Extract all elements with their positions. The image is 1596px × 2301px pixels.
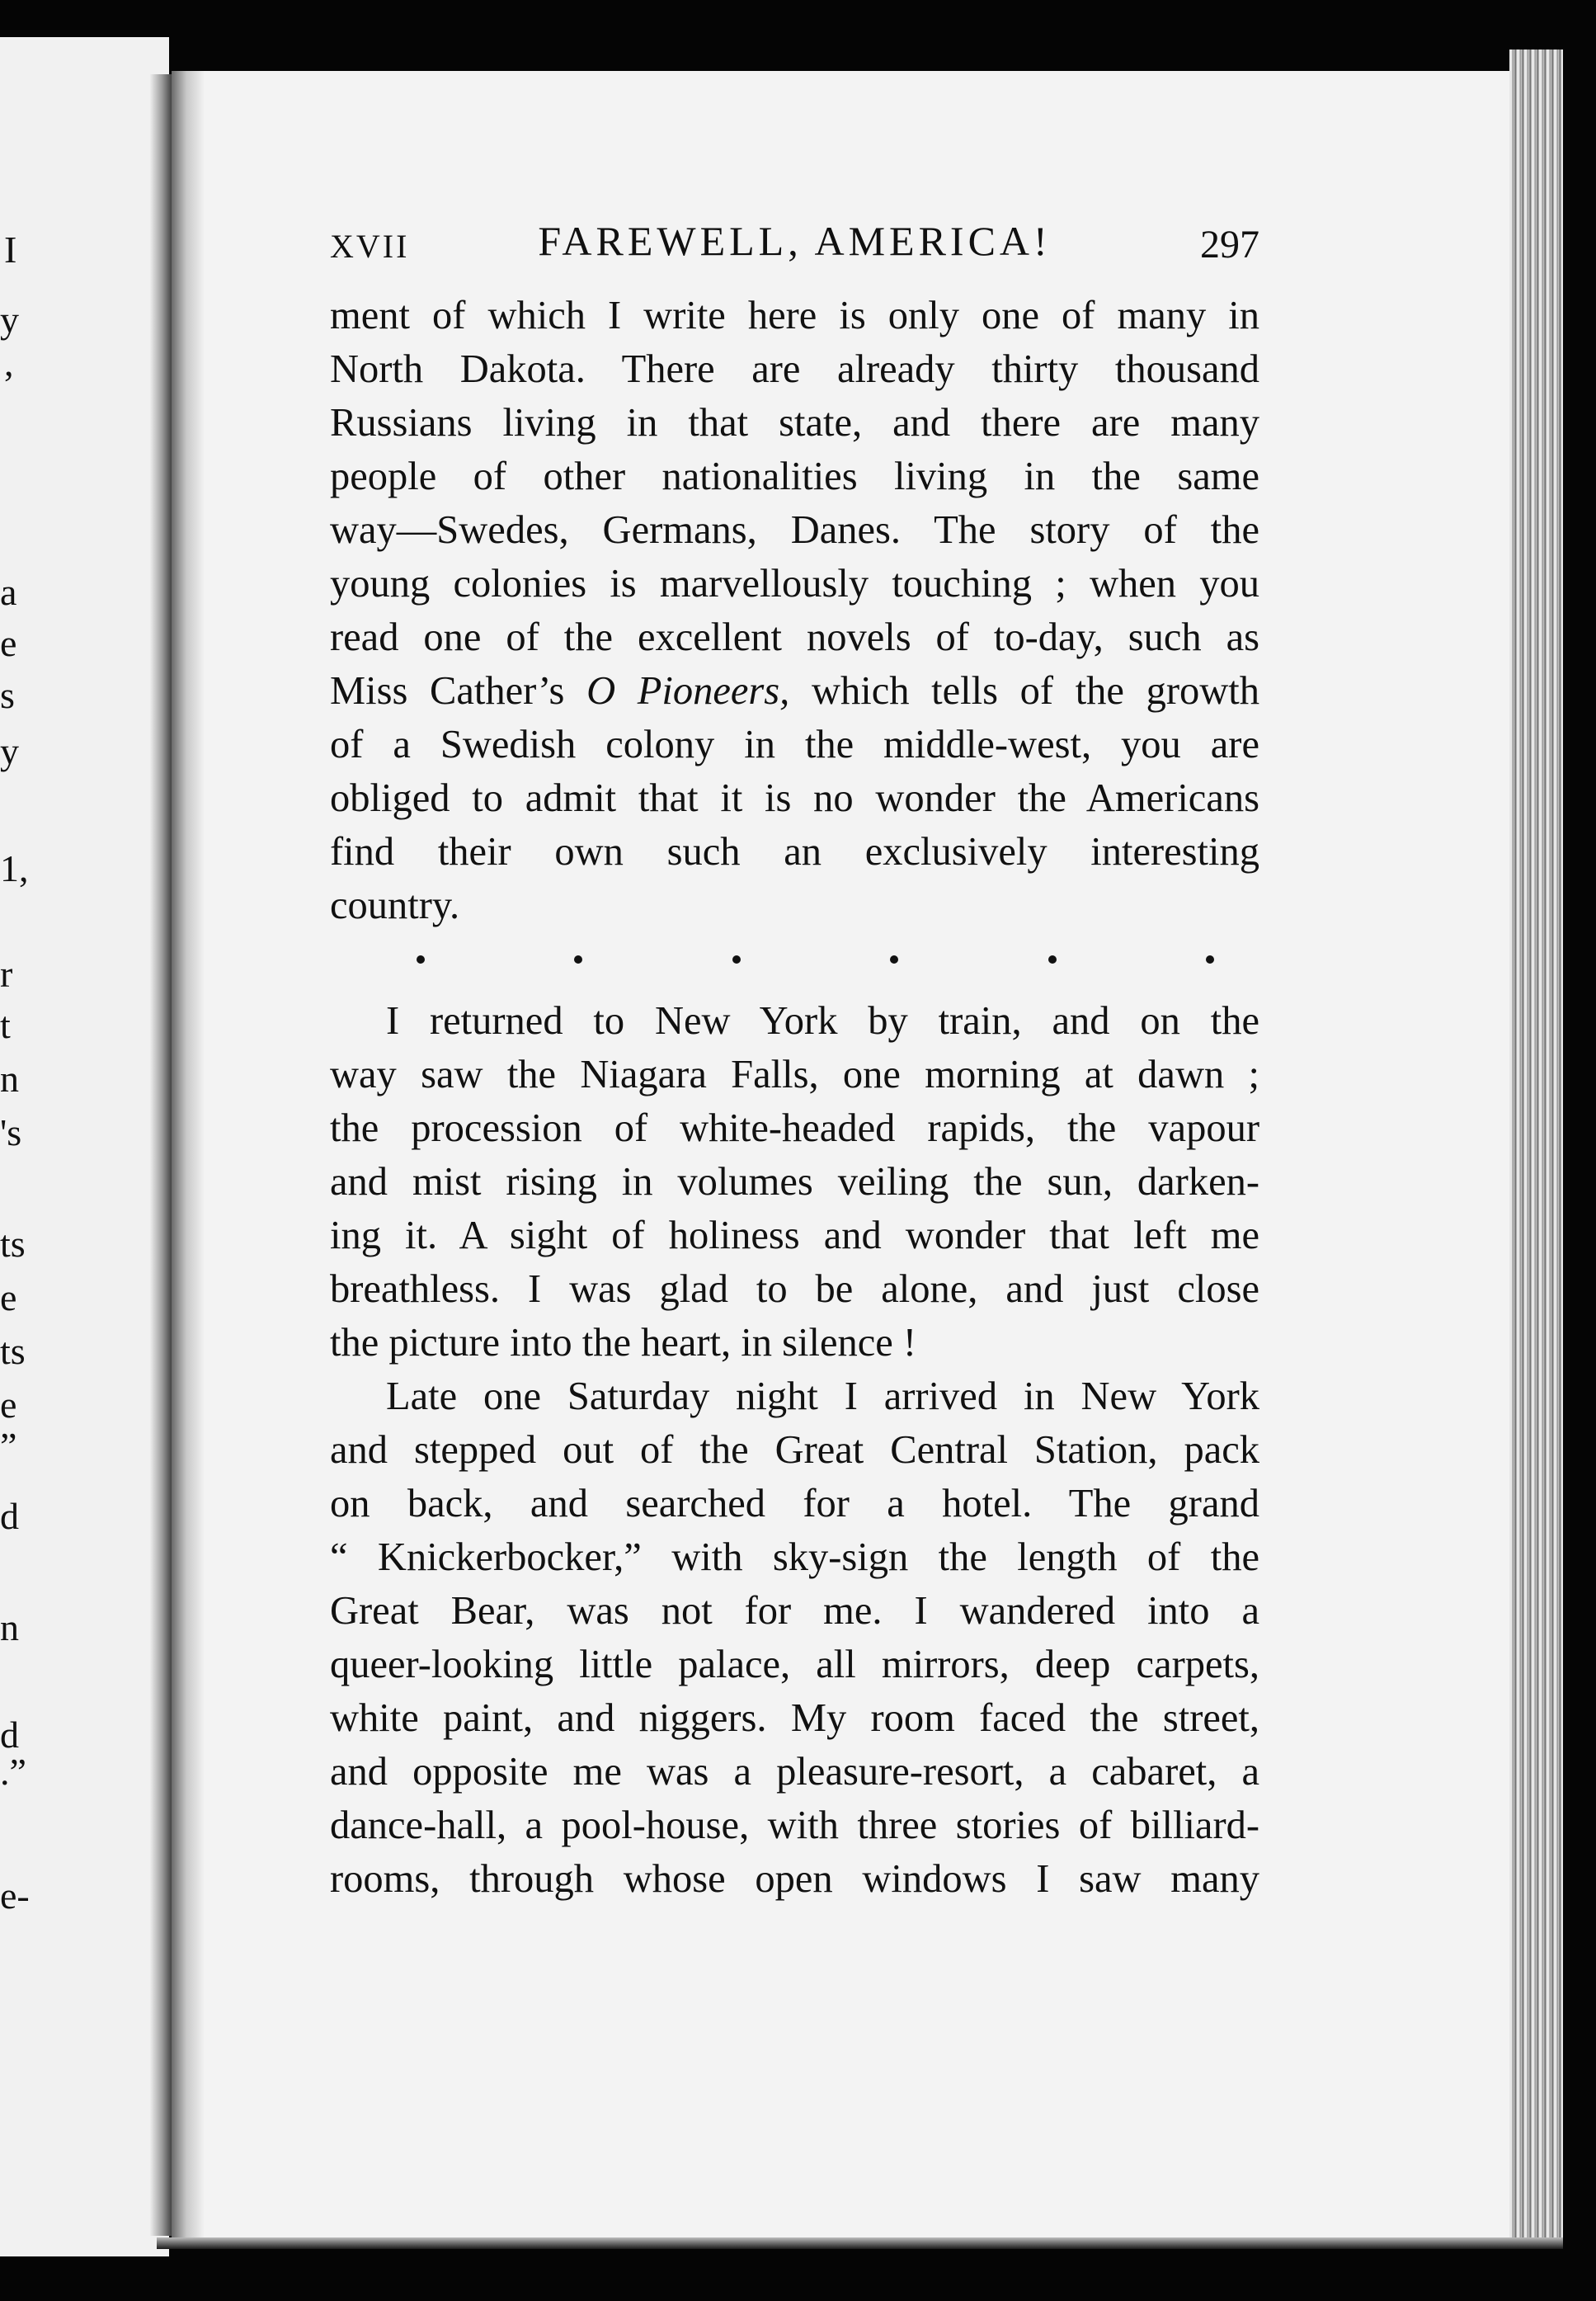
text-line: dance-hall, a pool-house, with three stories of billiard-	[330, 1804, 1259, 1847]
section-break-dot	[574, 955, 582, 964]
text-line: I returned to New York by train, and on the	[386, 999, 1259, 1043]
left-page-fragment: I	[4, 229, 17, 271]
left-page-fragment: .”	[0, 1751, 26, 1793]
text-line: North Dakota. There are already thirty thousand	[330, 347, 1259, 391]
text-line: obliged to admit that it is no wonder the Americans	[330, 776, 1259, 820]
text-run: which tells of the growth	[811, 669, 1259, 713]
left-page-fragment: ,	[4, 342, 14, 384]
text-line: rooms, through whose open windows I saw many	[330, 1857, 1259, 1901]
paragraph	[330, 1370, 1259, 1906]
text-line: the picture into the heart, in silence !	[330, 1321, 917, 1365]
text-line: young colonies is marvellously touching ; when you	[330, 562, 1259, 606]
text-line: ing it. A sight of holiness and wonder that left me	[330, 1214, 1259, 1257]
left-page-fragment: e	[0, 622, 17, 664]
left-page-fragment: e	[0, 1276, 17, 1318]
left-page-fragment: 1,	[0, 847, 29, 889]
text-line: read one of the excellent novels of to-day, such as	[330, 615, 1259, 659]
left-page-fragment: r	[0, 953, 13, 995]
left-page-fragment: ts	[0, 1330, 26, 1372]
text-line: on back, and searched for a hotel. The grand	[330, 1482, 1259, 1525]
left-page-fragment: d	[0, 1714, 19, 1756]
text-line: Late one Saturday night I arrived in New York	[386, 1374, 1259, 1418]
chapter-number: XVII	[330, 228, 410, 265]
text-line: Great Bear, was not for me. I wandered into a	[330, 1589, 1259, 1633]
section-break	[330, 932, 1259, 986]
bottom-page-edge	[157, 2237, 1563, 2249]
left-page-fragment: y	[0, 299, 19, 341]
text-line: Russians living in that state, and there are many	[330, 401, 1259, 445]
text-run: Miss Cather’s	[330, 669, 565, 713]
text-line: of a Swedish colony in the middle-west, you are	[330, 723, 1259, 766]
section-break-dot	[732, 955, 741, 964]
paragraph	[330, 994, 1259, 1370]
text-line: country.	[330, 884, 460, 927]
text-line: white paint, and niggers. My room faced the street,	[330, 1696, 1259, 1740]
left-page-fragment: 's	[0, 1111, 22, 1153]
left-page-fragment: n	[0, 1606, 19, 1648]
section-break-dot	[890, 955, 898, 964]
left-page-fragment: t	[0, 1004, 11, 1046]
text-line: “ Knickerbocker,” with sky-sign the length of the	[330, 1535, 1259, 1579]
body-text	[330, 289, 1259, 1906]
running-head	[330, 210, 1259, 276]
text-line: ment of which I write here is only one of many in	[330, 294, 1259, 337]
section-break-dot	[1048, 955, 1057, 964]
text-line	[330, 664, 1259, 718]
text-line: people of other nationalities living in the same	[330, 455, 1259, 498]
left-page-fragment: a	[0, 571, 17, 613]
page-edges	[1509, 50, 1563, 2244]
gutter-shadow	[172, 71, 205, 2246]
text-line: and stepped out of the Great Central Station, pack	[330, 1428, 1259, 1472]
left-page-fragment: s	[0, 674, 15, 716]
text-line: the procession of white-headed rapids, the vapour	[330, 1106, 1259, 1150]
left-page-fragment: n	[0, 1058, 19, 1100]
running-title: FAREWELL, AMERICA!	[538, 218, 1052, 264]
left-page-fragment: e	[0, 1384, 17, 1426]
left-page-fragment: ”	[0, 1425, 17, 1467]
text-line: breathless. I was glad to be alone, and just close	[330, 1267, 1259, 1311]
left-page-fragment: e-	[0, 1874, 30, 1917]
text-line: and opposite me was a pleasure-resort, a cabaret, a	[330, 1750, 1259, 1794]
left-page-fragment: y	[0, 730, 19, 772]
left-page-edge	[0, 37, 169, 2256]
page-number: 297	[1200, 223, 1259, 266]
text-line: way saw the Niagara Falls, one morning at dawn ;	[330, 1053, 1259, 1096]
paragraph	[330, 289, 1259, 932]
text-line: find their own such an exclusively interesting	[330, 830, 1259, 874]
left-page-fragment: ts	[0, 1223, 26, 1265]
text-line: way—Swedes, Germans, Danes. The story of the	[330, 508, 1259, 552]
section-break-dot	[417, 955, 425, 964]
text-line: and mist rising in volumes veiling the sun, darken-	[330, 1160, 1259, 1204]
text-line: queer-looking little palace, all mirrors, deep carpets,	[330, 1643, 1259, 1686]
book-title-italic: O Pioneers,	[586, 669, 790, 713]
section-break-dot	[1206, 955, 1214, 964]
left-page-fragment: d	[0, 1495, 19, 1537]
